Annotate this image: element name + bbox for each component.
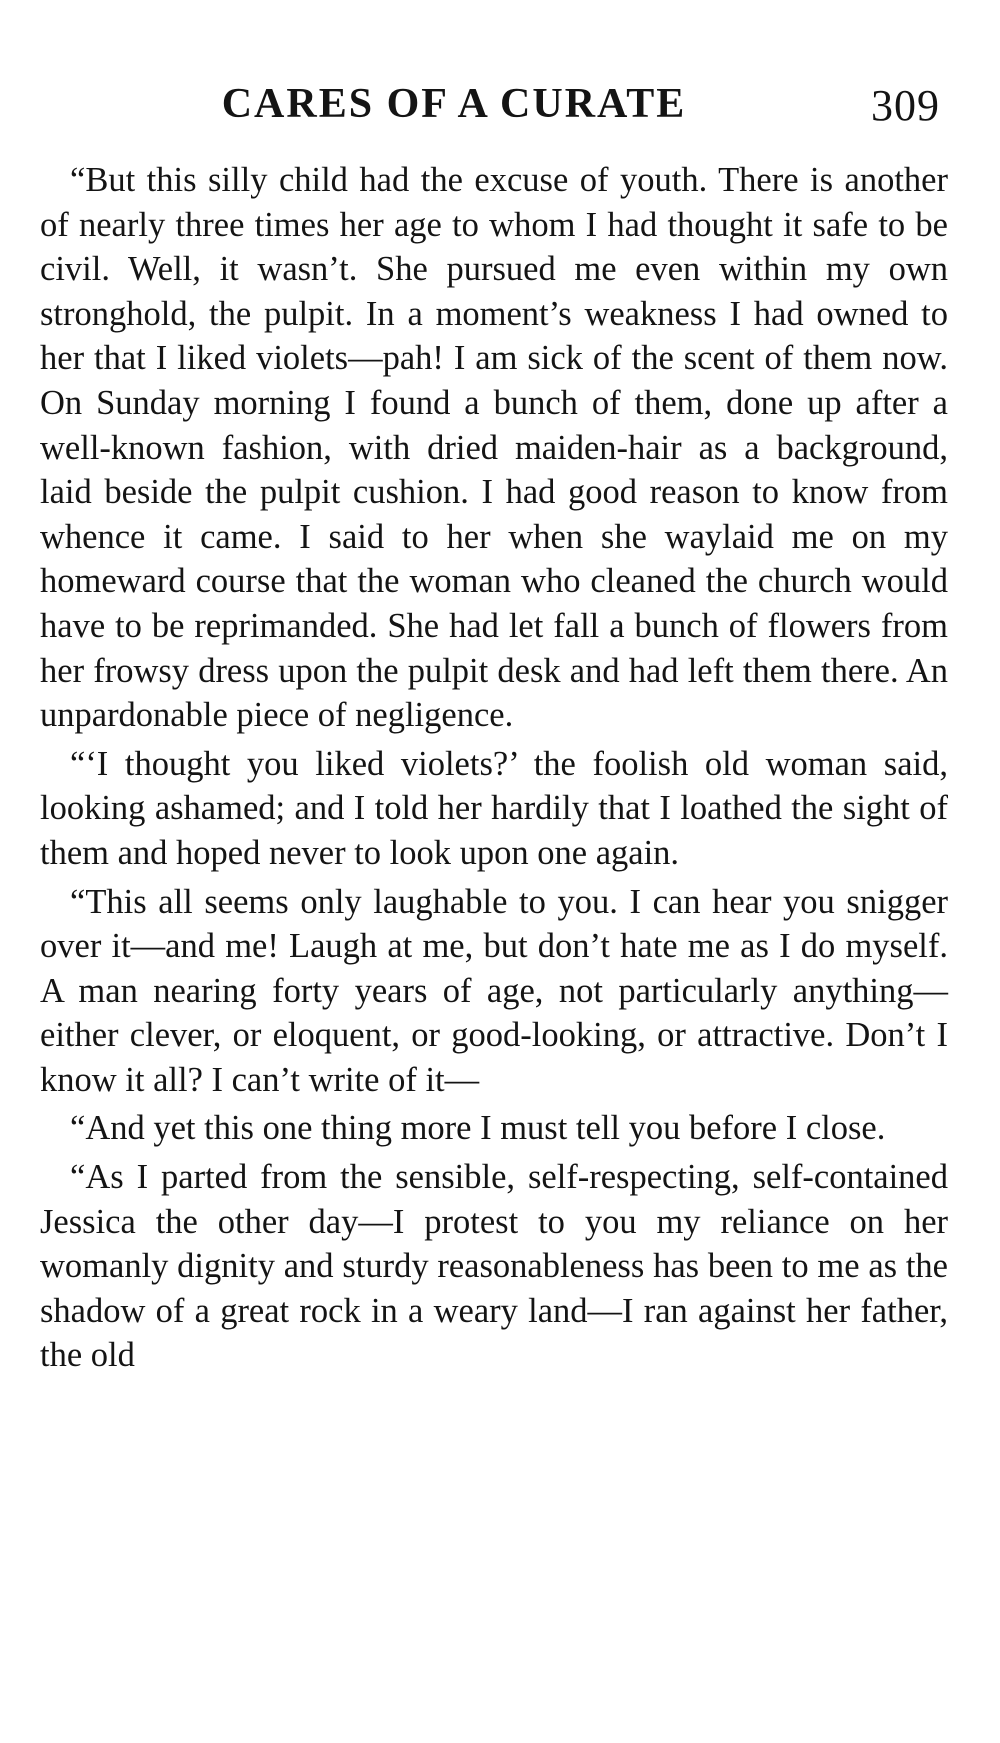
paragraph-4: “And yet this one thing more I must tell you before I close.	[70, 1109, 886, 1148]
page-number: 309	[871, 81, 940, 130]
running-title: CARES OF A CURATE	[221, 81, 687, 127]
body-text	[40, 158, 948, 1378]
paragraph-1: “But this silly child had the excuse of youth. There is another of nearly three times her age to whom I had thought it safe to be civil. Well, it wasn’t. She pursued me even within my own stronghold, the pulpit. In a moment’s weakness I had owned to her that I liked violets—pah! I am sick of the scent of them now. On Sunday morning I found a bunch of them, done up after a well-known fashion, with dried maiden-hair as a background, laid beside the pulpit cushion. I had good reason to know from whence it came. I said to her when she waylaid me on my homeward course that the woman who cleaned the church would have to be reprimanded. She had let fall a bunch of flowers from her frowsy dress upon the pulpit desk and had left them there. An unpardonable piece of negligence.	[40, 161, 948, 735]
paragraph-5: “As I parted from the sensible, self-respecting, self-contained Jessica the other day—I protest to you my reliance on her womanly dignity and sturdy reasonableness has been to me as the shadow of a great rock in a weary land—I ran against her father, the old	[40, 1158, 948, 1375]
paragraph-2: “‘I thought you liked violets?’ the foolish old woman said, looking ashamed; and I told her hardily that I loathed the sight of them and hoped never to look upon one again.	[40, 744, 948, 872]
running-head	[40, 72, 948, 136]
paragraph-3: “This all seems only laughable to you. I can hear you snigger over it—and me! Laugh at me, but don’t hate me as I do myself. A man nearing forty years of age, not particularly anything—either clever, or eloquent, or good-looking, or attractive. Don’t I know it all? I can’t write of it—	[40, 882, 948, 1099]
